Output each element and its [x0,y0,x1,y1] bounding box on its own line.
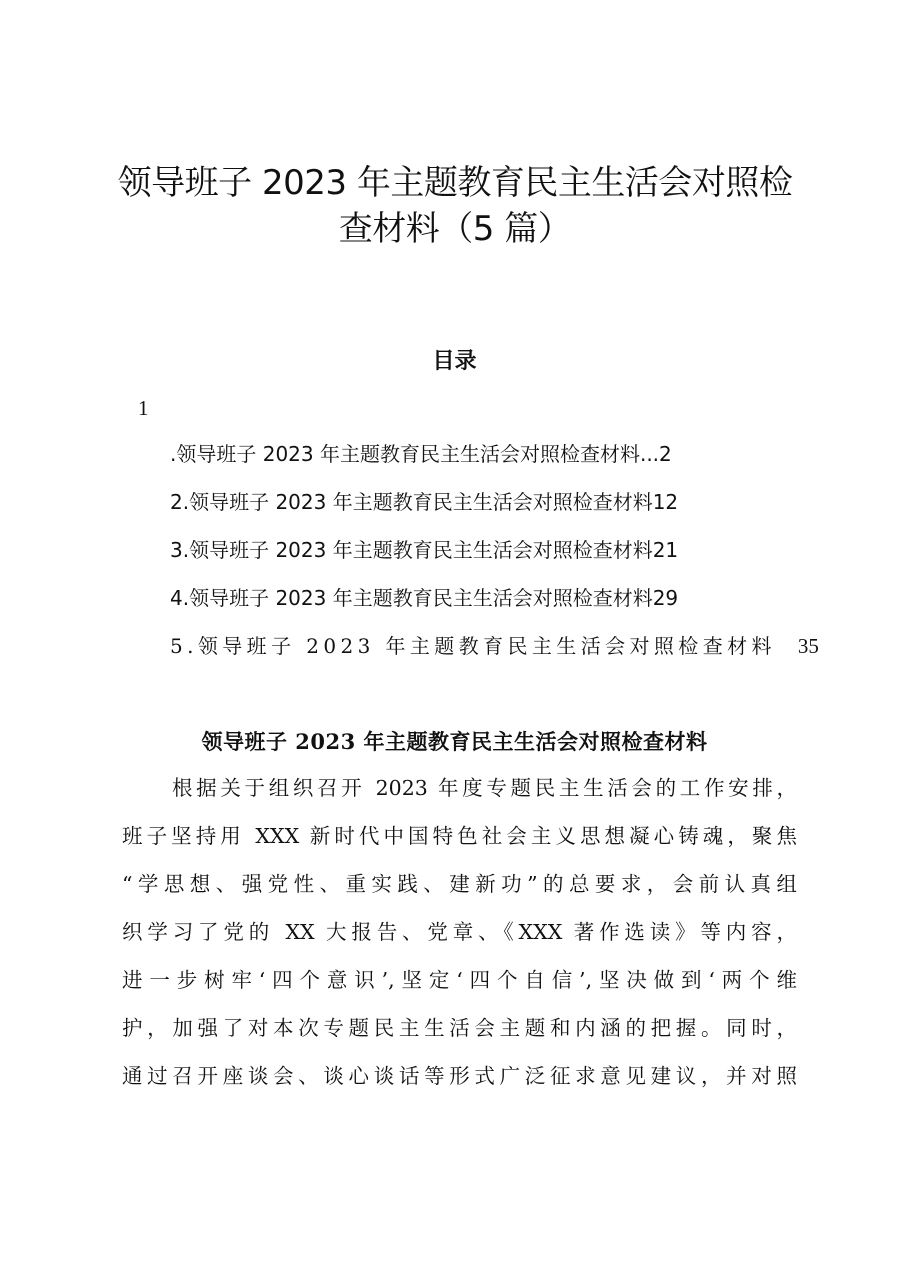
toc-item-page: 35 [797,634,819,658]
body-text-line: “学思想、强党性、重实践、建新功”的总要求，会前认真组 [122,872,797,896]
toc-item-label: 4.领导班子 2023 年主题教育民主生活会对照检查材料 [170,586,653,610]
body-text-line: 通过召开座谈会、谈心谈话等形式广泛征求意见建议，并对照 [122,1064,797,1088]
toc-item-page: 12 [652,490,679,514]
toc-item-label: 2.领导班子 2023 年主题教育民主生活会对照检查材料 [170,490,653,514]
toc-item-4[interactable] [170,584,810,612]
document-title-line-1: 领导班子 2023 年主题教育民主生活会对照检 [117,163,793,203]
body-text-line: 根据关于组织召开 2023 年度专题民主生活会的工作安排， [172,776,797,800]
toc-item-1[interactable] [170,440,810,468]
toc-item-label: 3.领导班子 2023 年主题教育民主生活会对照检查材料 [170,538,653,562]
toc-item-page: 2 [659,442,672,466]
toc-heading: 目录 [432,348,477,374]
toc-item-2[interactable] [170,488,810,516]
document-title [110,160,800,252]
document-title-line-2: 查材料（5 篇） [338,209,572,249]
section-heading: 领导班子 2023 年主题教育民主生活会对照检查材料 [201,729,708,754]
toc-item-label: 5.领导班子 2023 年主题教育民主生活会对照检查材料 [170,634,776,658]
toc-item-3[interactable] [170,536,810,564]
body-text-line: 护，加强了对本次专题民主生活会主题和内涵的把握。同时， [122,1016,797,1040]
toc-item-label: .领导班子 2023 年主题教育民主生活会对照检查材料... [170,442,660,466]
toc-item-page: 29 [652,586,679,610]
toc-item-page: 21 [652,538,679,562]
body-text-line: 班子坚持用 XXX 新时代中国特色社会主义思想凝心铸魂，聚焦 [122,824,797,848]
toc-orphan-number: 1 [138,396,149,420]
body-text-line: 进一步树牢‘四个意识’,坚定‘四个自信’,坚决做到‘两个维 [122,968,797,992]
toc-item-5[interactable] [170,632,819,660]
body-text-line: 织学习了党的 XX 大报告、党章、《XXX 著作选读》等内容， [122,920,797,944]
